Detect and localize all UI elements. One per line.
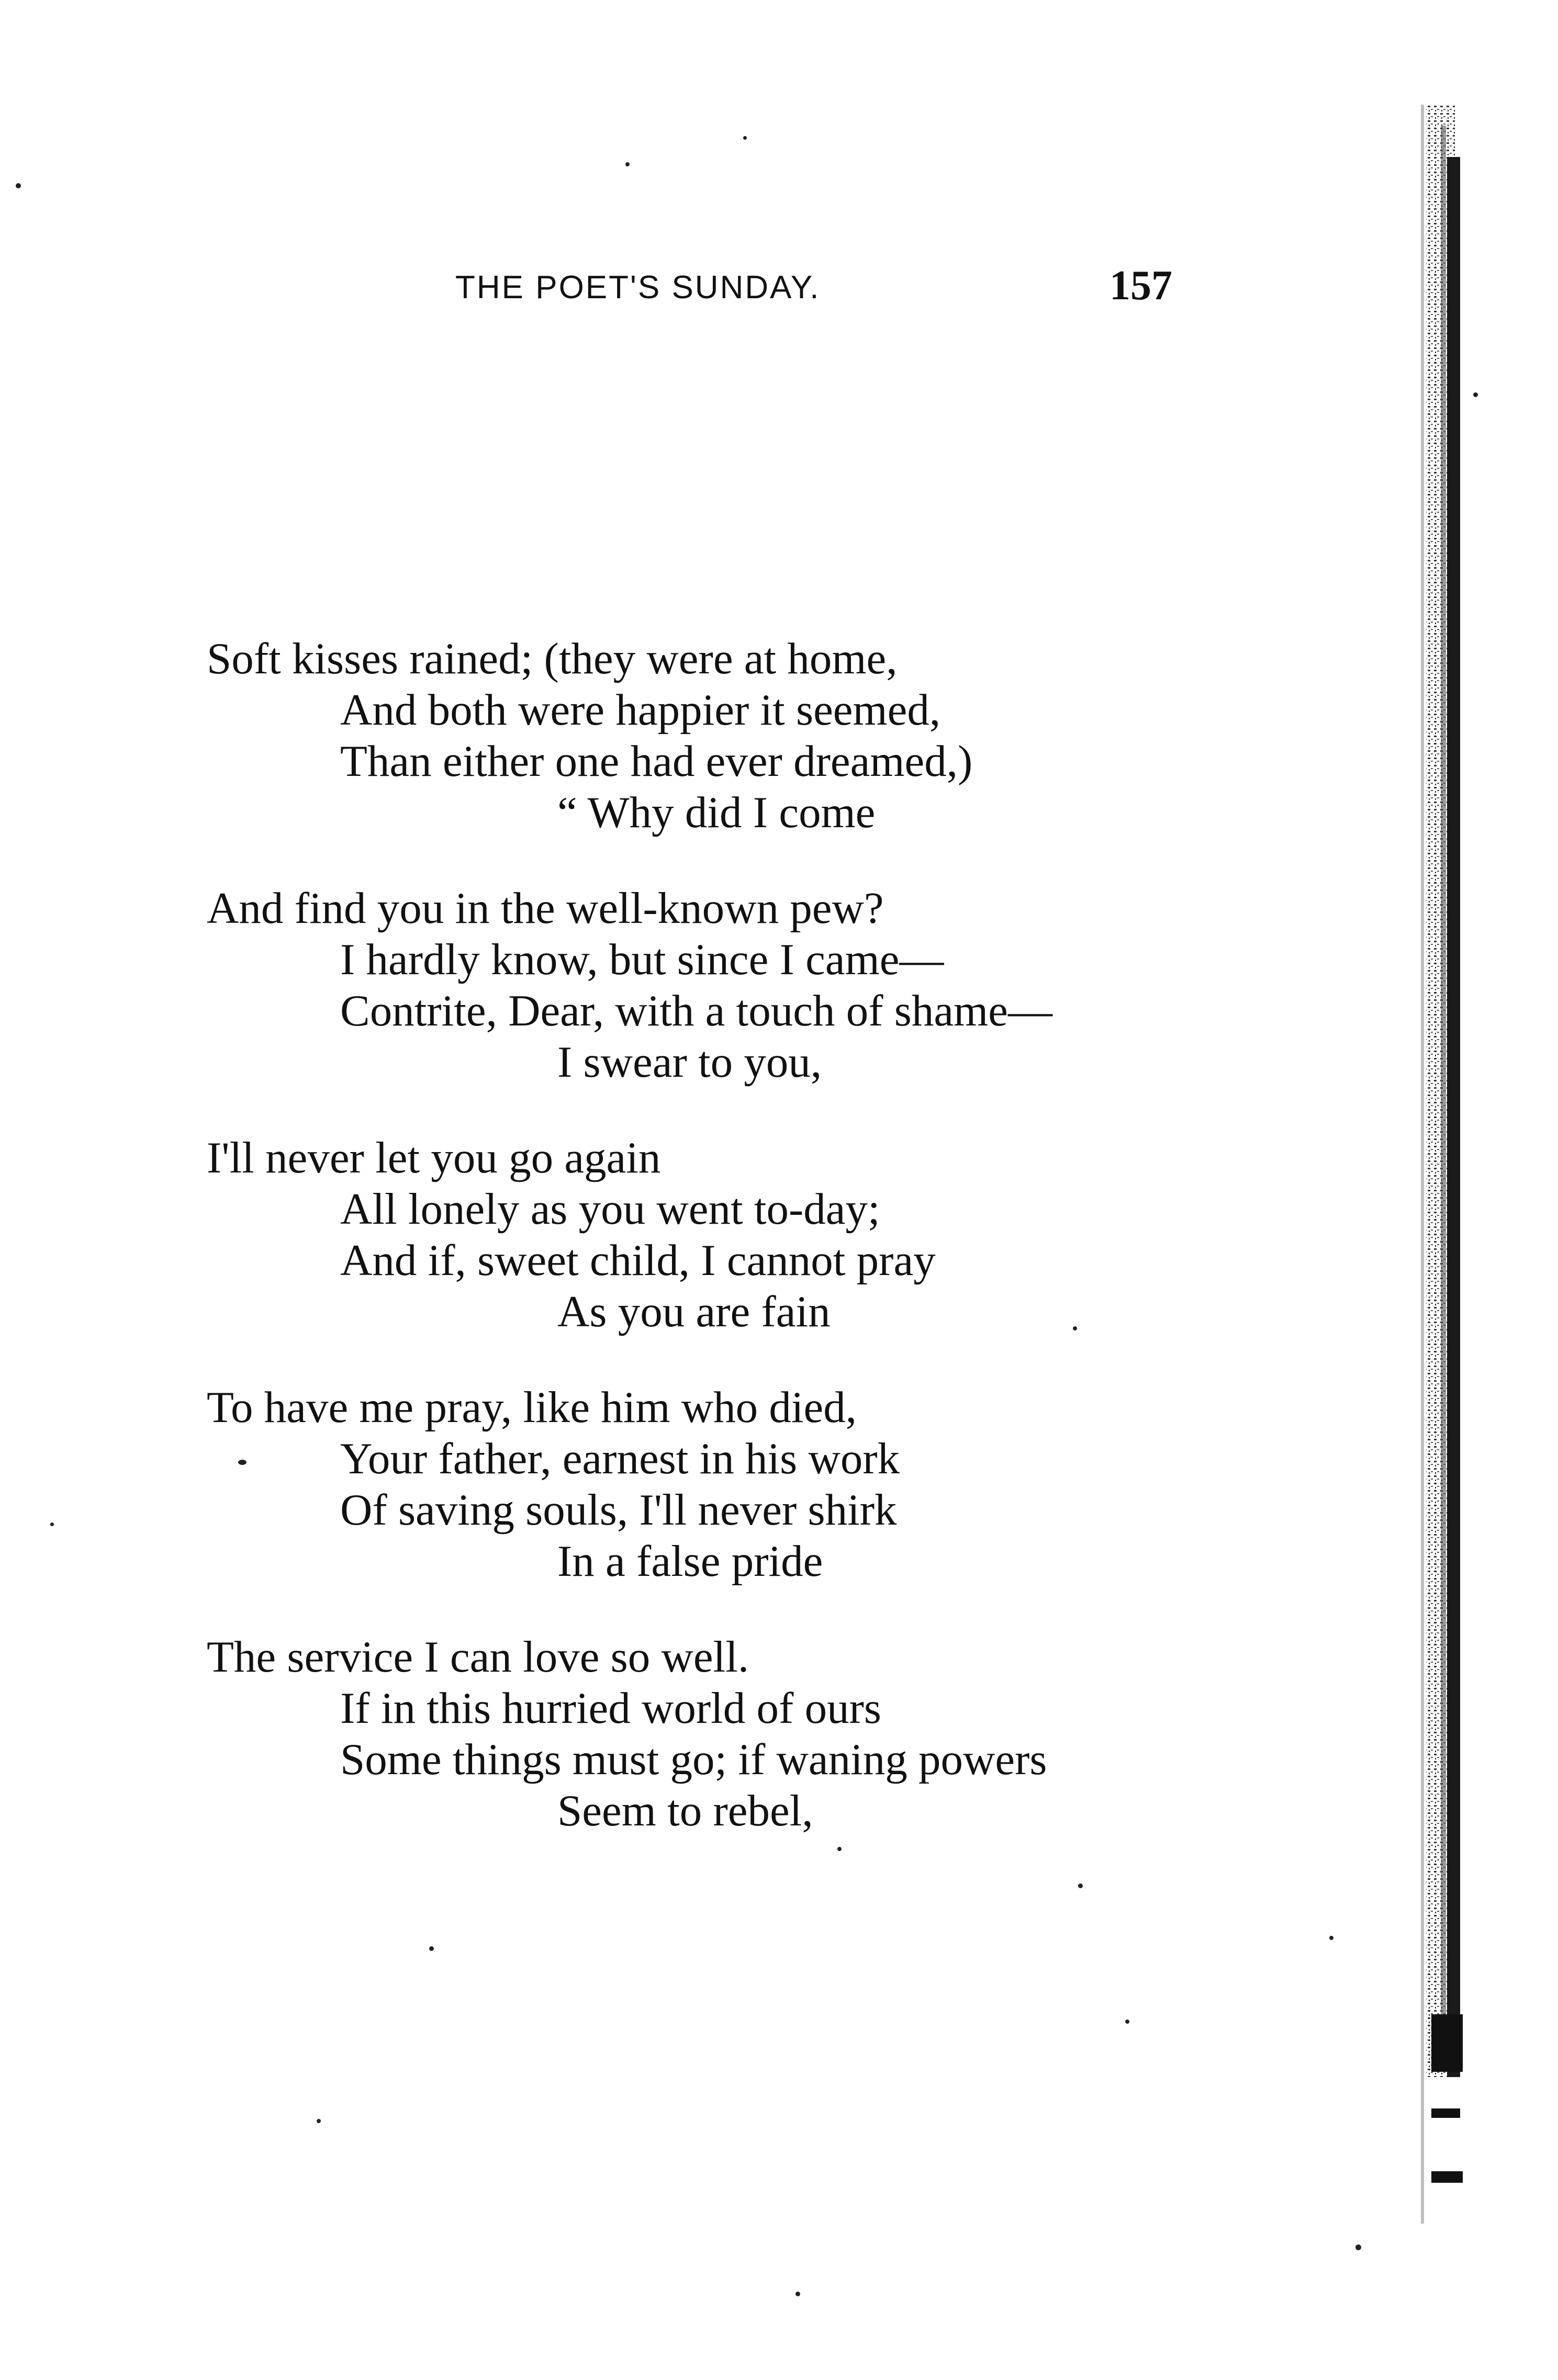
scan-speck <box>1078 1883 1083 1888</box>
poem-line: If in this hurried world of ours <box>340 1684 881 1733</box>
poem-line: The service I can love so well. <box>207 1632 749 1682</box>
poem-line: To have me pray, like him who died, <box>207 1383 857 1432</box>
scan-speck <box>317 2119 321 2123</box>
scan-speck <box>16 183 21 188</box>
stanza <box>0 1132 1558 1337</box>
scan-gutter-shadow <box>1421 105 1471 2224</box>
poem-line: I swear to you, <box>557 1037 822 1087</box>
stanza <box>0 1382 1558 1587</box>
scan-speck <box>625 162 630 166</box>
running-head <box>0 264 1558 311</box>
scan-speck <box>429 1946 434 1951</box>
poem-line: I hardly know, but since I came— <box>340 935 944 984</box>
scan-speck <box>837 1847 842 1851</box>
poem-line: Your father, earnest in his work <box>340 1434 900 1483</box>
page-number: 157 <box>1109 263 1172 309</box>
running-title: THE POET'S SUNDAY. <box>455 269 821 306</box>
scan-speck <box>795 2292 800 2296</box>
poem <box>0 633 1558 1881</box>
poem-line: And both were happier it seemed, <box>340 685 941 735</box>
poem-line: As you are fain <box>557 1287 831 1336</box>
poem-line: All lonely as you went to-day; <box>340 1185 880 1234</box>
poem-line: Contrite, Dear, with a touch of shame— <box>340 986 1052 1035</box>
poem-line: And if, sweet child, I cannot pray <box>340 1236 936 1285</box>
scan-speck <box>238 1460 246 1465</box>
poem-line: I'll never let you go again <box>207 1133 661 1182</box>
scan-speck <box>1073 1326 1077 1330</box>
poem-line: Soft kisses rained; (they were at home, <box>207 634 898 683</box>
poem-line: Seem to rebel, <box>557 1786 813 1835</box>
scan-speck <box>1125 2020 1129 2024</box>
stanza <box>0 883 1558 1088</box>
poem-line: Than either one had ever dreamed,) <box>340 737 973 786</box>
scan-speck <box>1355 2244 1361 2250</box>
poem-line: And find you in the well-known pew? <box>207 884 884 933</box>
scan-speck <box>50 1522 54 1526</box>
stanza <box>0 633 1558 838</box>
scan-speck <box>1473 392 1478 397</box>
scan-speck <box>743 136 747 140</box>
poem-line: “ Why did I come <box>557 788 876 837</box>
poem-line: Some things must go; if waning powers <box>340 1735 1047 1784</box>
scan-speck <box>1329 1936 1333 1940</box>
poem-line: In a false pride <box>557 1537 823 1586</box>
stanza <box>0 1631 1558 1836</box>
poem-line: Of saving souls, I'll never shirk <box>340 1485 897 1535</box>
